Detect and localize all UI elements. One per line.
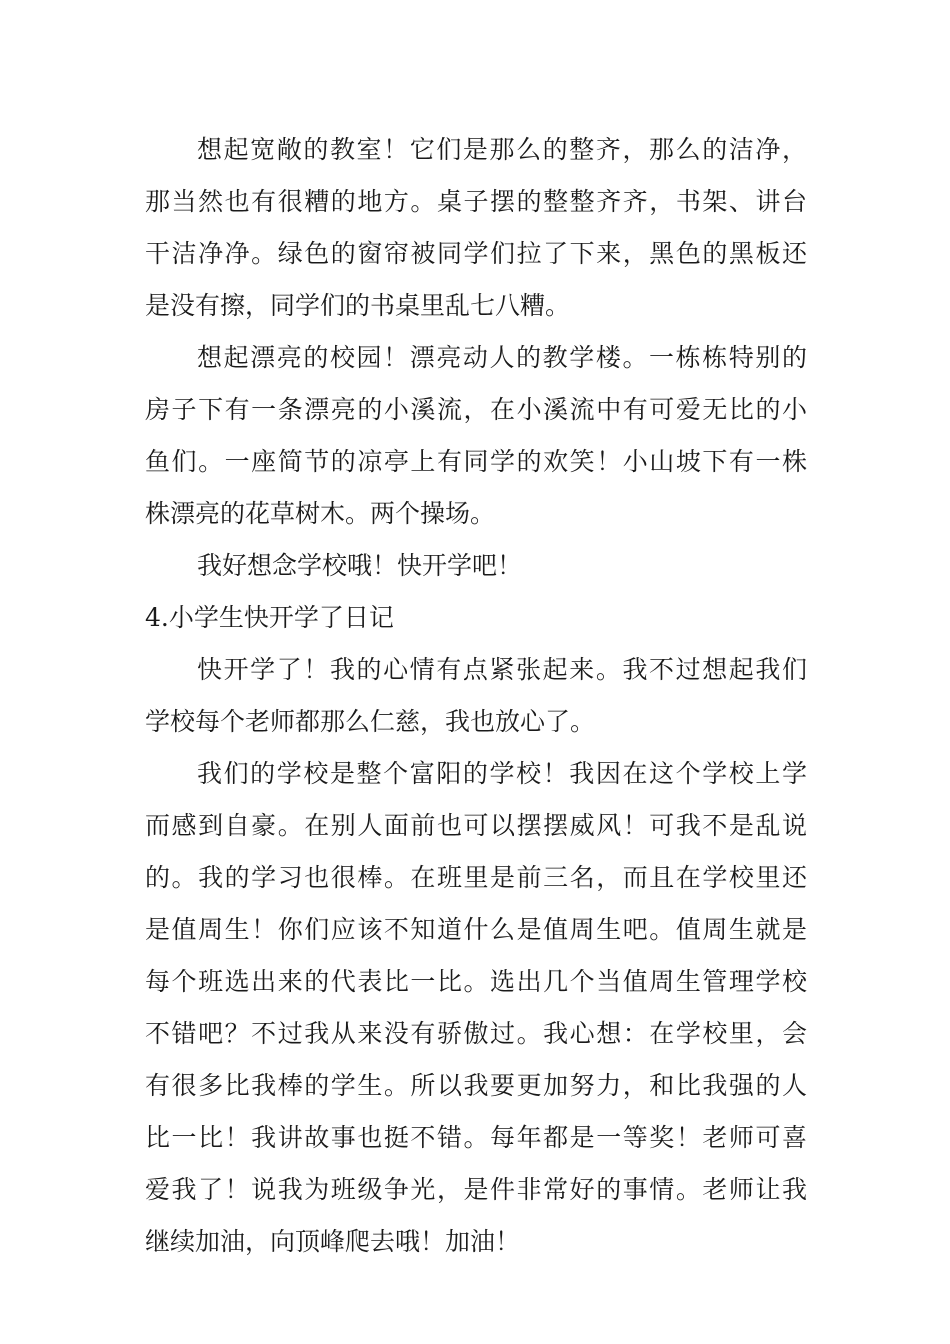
text-line: 那当然也有很糟的地方。桌子摆的整整齐齐，书架、讲台 — [145, 187, 807, 216]
text-line: 学校每个老师都那么仁慈，我也放心了。 — [145, 707, 596, 736]
text-line: 快开学了！我的心情有点紧张起来。我不过想起我们 — [197, 655, 807, 684]
text-line: 不错吧？不过我从来没有骄傲过。我心想：在学校里，会 — [145, 1019, 807, 1048]
text-line: 每个班选出来的代表比一比。选出几个当值周生管理学校 — [145, 967, 807, 996]
text-line: 的。我的学习也很棒。在班里是前三名，而且在学校里还 — [145, 863, 807, 892]
paragraph-our-school — [145, 748, 807, 1268]
text-line: 而感到自豪。在别人面前也可以摆摆威风！可我不是乱说 — [145, 811, 807, 840]
section-heading — [145, 592, 807, 644]
text-line: 比一比！我讲故事也挺不错。每年都是一等奖！老师可喜 — [145, 1123, 807, 1152]
paragraph-miss-school — [145, 540, 807, 592]
text-line: 房子下有一条漂亮的小溪流，在小溪流中有可爱无比的小 — [145, 395, 807, 424]
paragraph-school-starting — [145, 644, 807, 748]
paragraph-campus — [145, 332, 807, 540]
document-page — [145, 124, 807, 1268]
text-line: 想起漂亮的校园！漂亮动人的教学楼。一栋栋特别的 — [197, 343, 807, 372]
text-line: 我好想念学校哦！快开学吧！ — [197, 551, 523, 580]
text-line: 是值周生！你们应该不知道什么是值周生吧。值周生就是 — [145, 915, 807, 944]
text-line: 继续加油，向顶峰爬去哦！加油！ — [145, 1227, 521, 1256]
text-line: 是没有擦，同学们的书桌里乱七八糟。 — [145, 291, 571, 320]
text-line: 株漂亮的花草树木。两个操场。 — [145, 499, 496, 528]
text-line: 爱我了！说我为班级争光，是件非常好的事情。老师让我 — [145, 1175, 807, 1204]
text-line: 我们的学校是整个富阳的学校！我因在这个学校上学 — [197, 759, 807, 788]
text-line: 干洁净净。绿色的窗帘被同学们拉了下来，黑色的黑板还 — [145, 239, 807, 268]
text-line: 想起宽敞的教室！它们是那么的整齐，那么的洁净， — [197, 135, 807, 164]
text-line: 有很多比我棒的学生。所以我要更加努力，和比我强的人 — [145, 1071, 807, 1100]
heading-text: 4.小学生快开学了日记 — [145, 603, 394, 632]
text-line: 鱼们。一座简节的凉亭上有同学的欢笑！小山坡下有一株 — [145, 447, 807, 476]
paragraph-classroom — [145, 124, 807, 332]
